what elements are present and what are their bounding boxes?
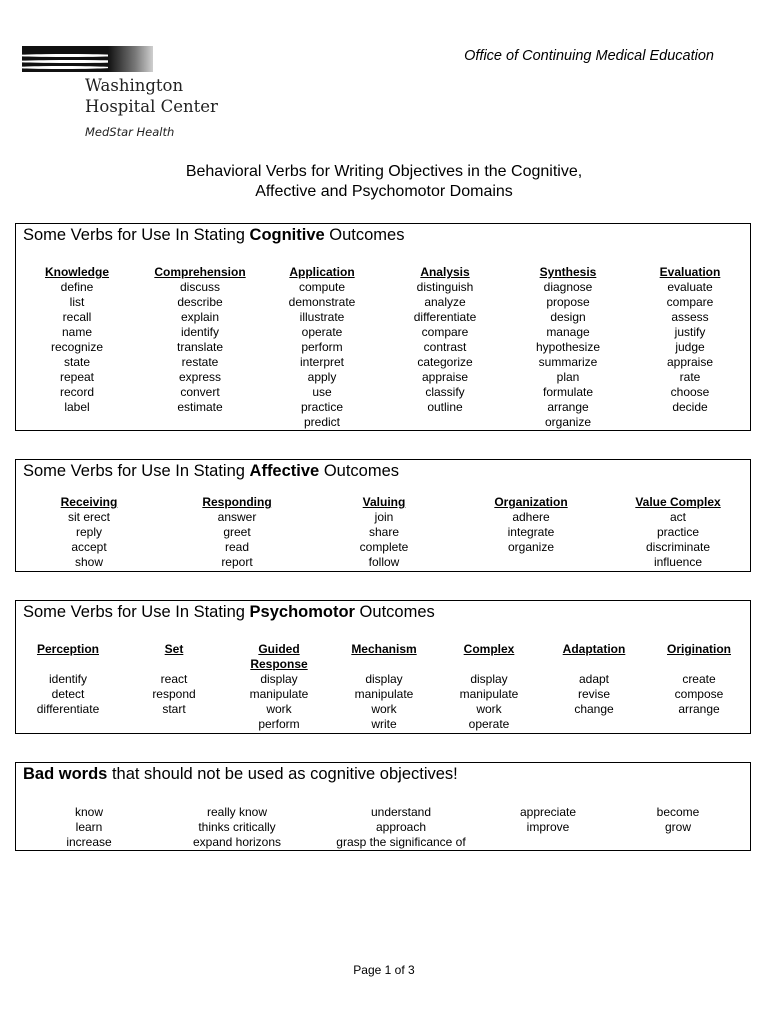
psychomotor-verb: react bbox=[160, 672, 188, 686]
cognitive-verb: choose bbox=[670, 385, 710, 399]
psychomotor-column-header: Set bbox=[164, 642, 184, 656]
affective-verb: act bbox=[669, 510, 686, 524]
cognitive-verb: compare bbox=[666, 295, 714, 309]
psychomotor-verb: display bbox=[260, 672, 298, 686]
cognitive-verb: list bbox=[69, 295, 85, 309]
cognitive-verb: decide bbox=[672, 400, 708, 414]
psychomotor-verb: display bbox=[365, 672, 403, 686]
cognitive-column bbox=[140, 265, 260, 415]
psychomotor-verb: work bbox=[476, 702, 502, 716]
bad-words-section bbox=[15, 762, 751, 851]
bad_words-verb: increase bbox=[66, 835, 112, 849]
psychomotor-verb: detect bbox=[51, 687, 85, 701]
psychomotor-verb: manipulate bbox=[249, 687, 309, 701]
cognitive-verb: organize bbox=[544, 415, 592, 429]
title-line2: Affective and Psychomotor Domains bbox=[255, 183, 513, 200]
cognitive-verb: estimate bbox=[177, 400, 223, 414]
cognitive-verb: express bbox=[178, 370, 222, 384]
logo-mark bbox=[22, 46, 153, 72]
psychomotor-verb: perform bbox=[258, 717, 300, 731]
cognitive-verb: rate bbox=[679, 370, 701, 384]
cognitive-verb: apply bbox=[307, 370, 337, 384]
cognitive-column-header: Application bbox=[289, 265, 355, 279]
cognitive-verb: analyze bbox=[424, 295, 466, 309]
cognitive-verb: translate bbox=[176, 340, 224, 354]
cognitive-verb: distinguish bbox=[416, 280, 474, 294]
cognitive-column bbox=[630, 265, 750, 415]
cognitive-verb: describe bbox=[177, 295, 223, 309]
psychomotor-verb: work bbox=[371, 702, 397, 716]
affective-verb: adhere bbox=[512, 510, 550, 524]
bad_words-verb: improve bbox=[526, 820, 570, 834]
affective-verb: sit erect bbox=[67, 510, 110, 524]
logo-name-line1: Washington bbox=[85, 76, 184, 95]
affective-verb: report bbox=[221, 555, 253, 569]
psychomotor-column-header: Origination bbox=[667, 642, 731, 656]
cognitive-verb: interpret bbox=[299, 355, 345, 369]
cognitive-column bbox=[508, 265, 628, 430]
affective-column bbox=[172, 495, 302, 570]
affective-column bbox=[319, 495, 449, 570]
cognitive-column-header: Synthesis bbox=[539, 265, 597, 279]
bad_words-verb: thinks critically bbox=[198, 820, 276, 834]
bad_words-verb: know bbox=[74, 805, 103, 819]
affective-column-header: Valuing bbox=[362, 495, 406, 509]
cognitive-verb: outline bbox=[427, 400, 463, 414]
affective-verb: complete bbox=[359, 540, 409, 554]
psychomotor-verb: adapt bbox=[578, 672, 610, 686]
bad_words-verb: approach bbox=[375, 820, 427, 834]
cognitive-verb: justify bbox=[674, 325, 706, 339]
cognitive-verb: judge bbox=[675, 340, 705, 354]
affective-verb: organize bbox=[507, 540, 555, 554]
psychomotor-verb: manipulate bbox=[459, 687, 519, 701]
affective-column bbox=[466, 495, 596, 555]
cognitive-verb: classify bbox=[425, 385, 465, 399]
psychomotor-column-header: Perception bbox=[36, 642, 99, 656]
hospital-logo bbox=[22, 46, 232, 146]
psychomotor-column bbox=[229, 642, 329, 732]
title-line1: Behavioral Verbs for Writing Objectives in the Cognitive, bbox=[185, 163, 583, 180]
cognitive-verb: operate bbox=[301, 325, 343, 339]
cognitive-verb: name bbox=[61, 325, 93, 339]
affective-verb: read bbox=[224, 540, 250, 554]
psychomotor-verb: identify bbox=[48, 672, 88, 686]
bad_words-verb: become bbox=[656, 805, 700, 819]
affective-column bbox=[613, 495, 743, 570]
bad_words-verb: learn bbox=[75, 820, 103, 834]
cognitive-verb: practice bbox=[300, 400, 344, 414]
affective-verb: follow bbox=[368, 555, 400, 569]
cognitive-verb: explain bbox=[180, 310, 220, 324]
affective-verb: accept bbox=[71, 540, 107, 554]
affective-heading: Some Verbs for Use In Stating Affective Outcomes bbox=[23, 462, 400, 480]
cognitive-verb: repeat bbox=[59, 370, 95, 384]
affective-column-header: Responding bbox=[202, 495, 272, 509]
affective-verb: join bbox=[374, 510, 394, 524]
cognitive-verb: record bbox=[59, 385, 94, 399]
cognitive-verb: perform bbox=[301, 340, 343, 354]
bad_words-verb: grasp the significance of bbox=[336, 835, 466, 849]
cognitive-column-header: Analysis bbox=[420, 265, 470, 279]
affective-verb: share bbox=[368, 525, 400, 539]
psychomotor-column bbox=[124, 642, 224, 717]
cognitive-verb: diagnose bbox=[543, 280, 593, 294]
psychomotor-verb: respond bbox=[152, 687, 196, 701]
cognitive-verb: propose bbox=[546, 295, 590, 309]
bad_words-column bbox=[321, 805, 481, 850]
psychomotor-verb: operate bbox=[468, 717, 510, 731]
cognitive-column bbox=[385, 265, 505, 415]
cognitive-column bbox=[17, 265, 137, 415]
psychomotor-heading: Some Verbs for Use In Stating Psychomotor Outcomes bbox=[23, 603, 435, 621]
psychomotor-verb: compose bbox=[674, 687, 724, 701]
page-title bbox=[0, 162, 768, 202]
cognitive-verb: convert bbox=[180, 385, 220, 399]
cognitive-verb: identify bbox=[180, 325, 220, 339]
affective-verb: show bbox=[74, 555, 103, 569]
affective-column bbox=[24, 495, 154, 570]
psychomotor-column-header: Adaptation bbox=[562, 642, 626, 656]
logo-subtitle: MedStar Health bbox=[85, 125, 175, 139]
cognitive-verb: use bbox=[312, 385, 332, 399]
psychomotor-verb: arrange bbox=[678, 702, 720, 716]
cognitive-column-header: Evaluation bbox=[659, 265, 721, 279]
cognitive-verb: restate bbox=[181, 355, 219, 369]
cognitive-column-header: Knowledge bbox=[44, 265, 109, 279]
cognitive-column bbox=[262, 265, 382, 430]
cognitive-verb: label bbox=[64, 400, 90, 414]
cognitive-verb: contrast bbox=[423, 340, 467, 354]
cognitive-verb: discuss bbox=[179, 280, 220, 294]
cognitive-verb: appraise bbox=[421, 370, 469, 384]
cognitive-verb: recall bbox=[62, 310, 92, 324]
logo-name-line2: Hospital Center bbox=[85, 97, 218, 116]
psychomotor-verb: start bbox=[162, 702, 186, 716]
psychomotor-verb: work bbox=[266, 702, 292, 716]
cognitive-verb: plan bbox=[556, 370, 580, 384]
page-number: Page 1 of 3 bbox=[353, 963, 415, 977]
cognitive-verb: demonstrate bbox=[288, 295, 356, 309]
affective-column-header: Organization bbox=[494, 495, 568, 509]
psychomotor-column-header: Guided Response bbox=[250, 642, 308, 671]
psychomotor-verb: create bbox=[682, 672, 716, 686]
psychomotor-verb: display bbox=[470, 672, 508, 686]
bad_words-verb: grow bbox=[664, 820, 691, 834]
bad_words-verb: really know bbox=[206, 805, 268, 819]
psychomotor-column bbox=[18, 642, 118, 717]
affective-verb: practice bbox=[656, 525, 700, 539]
cognitive-heading: Some Verbs for Use In Stating Cognitive Outcomes bbox=[23, 226, 405, 244]
affective-verb: discriminate bbox=[645, 540, 711, 554]
cognitive-verb: design bbox=[550, 310, 586, 324]
bad_words-column bbox=[9, 805, 169, 850]
psychomotor-verb: revise bbox=[577, 687, 610, 701]
cognitive-verb: appraise bbox=[666, 355, 714, 369]
psychomotor-verb: change bbox=[574, 702, 614, 716]
cognitive-verb: recognize bbox=[50, 340, 104, 354]
psychomotor-column bbox=[439, 642, 539, 732]
cognitive-verb: predict bbox=[303, 415, 341, 429]
bad_words-verb: expand horizons bbox=[192, 835, 282, 849]
affective-verb: greet bbox=[223, 525, 251, 539]
affective-section bbox=[15, 459, 751, 572]
cognitive-section bbox=[15, 223, 751, 431]
cognitive-verb: hypothesize bbox=[535, 340, 601, 354]
cognitive-verb: categorize bbox=[417, 355, 473, 369]
cognitive-verb: summarize bbox=[538, 355, 598, 369]
office-name: Office of Continuing Medical Education bbox=[464, 48, 714, 64]
psychomotor-verb: manipulate bbox=[354, 687, 414, 701]
cognitive-verb: arrange bbox=[547, 400, 589, 414]
psychomotor-verb: write bbox=[371, 717, 397, 731]
cognitive-verb: evaluate bbox=[667, 280, 713, 294]
psychomotor-section bbox=[15, 600, 751, 734]
bad_words-verb: appreciate bbox=[519, 805, 577, 819]
bad_words-column bbox=[598, 805, 758, 835]
affective-verb: influence bbox=[653, 555, 703, 569]
psychomotor-column-header: Mechanism bbox=[351, 642, 417, 656]
cognitive-column-header: Comprehension bbox=[154, 265, 246, 279]
cognitive-verb: define bbox=[60, 280, 94, 294]
bad_words-column bbox=[157, 805, 317, 850]
bad_words-verb: understand bbox=[370, 805, 432, 819]
psychomotor-column bbox=[649, 642, 749, 717]
cognitive-verb: compute bbox=[298, 280, 346, 294]
cognitive-verb: manage bbox=[546, 325, 590, 339]
cognitive-verb: differentiate bbox=[413, 310, 477, 324]
affective-verb: answer bbox=[217, 510, 257, 524]
bad-words-heading: Bad words that should not be used as cognitive objectives! bbox=[23, 765, 458, 783]
cognitive-verb: formulate bbox=[542, 385, 594, 399]
cognitive-verb: illustrate bbox=[299, 310, 345, 324]
cognitive-verb: compare bbox=[421, 325, 469, 339]
psychomotor-column bbox=[334, 642, 434, 732]
psychomotor-column-header: Complex bbox=[463, 642, 515, 656]
psychomotor-verb: differentiate bbox=[36, 702, 100, 716]
affective-column-header: Value Complex bbox=[635, 495, 721, 509]
affective-column-header: Receiving bbox=[60, 495, 118, 509]
affective-verb: reply bbox=[75, 525, 102, 539]
cognitive-verb: assess bbox=[671, 310, 709, 324]
cognitive-verb: state bbox=[63, 355, 90, 369]
psychomotor-column bbox=[544, 642, 644, 717]
affective-verb: integrate bbox=[507, 525, 555, 539]
